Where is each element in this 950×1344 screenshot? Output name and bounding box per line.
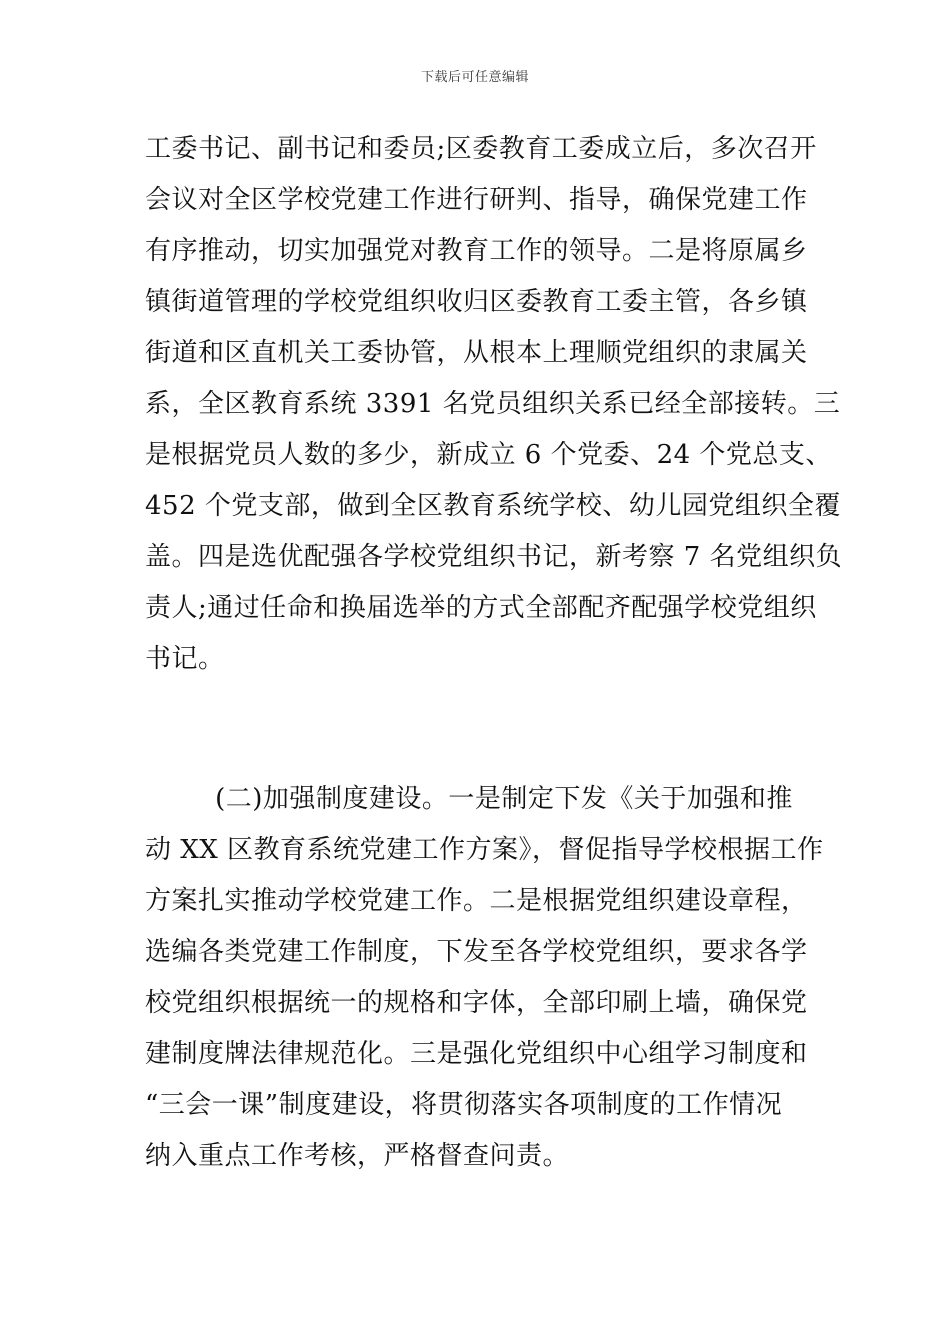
text-line: 动 XX 区教育系统党建工作方案》，督促指导学校根据工作	[145, 835, 824, 865]
text-line: (二)加强制度建设。一是制定下发《关于加强和推	[145, 784, 793, 814]
text-line: 选编各类党建工作制度，下发至各学校党组织，要求各学	[145, 937, 808, 967]
text-line: 是根据党员人数的多少，新成立 6 个党委、24 个党总支、	[145, 440, 832, 470]
text-line: 书记。	[145, 644, 225, 674]
text-line: 盖。四是选优配强各学校党组织书记，新考察 7 名党组织负	[145, 542, 843, 572]
text-line: 责人;通过任命和换届选举的方式全部配齐配强学校党组织	[145, 593, 817, 623]
text-line: 会议对全区学校党建工作进行研判、指导，确保党建工作	[145, 185, 808, 215]
text-line: 建制度牌法律规范化。三是强化党组织中心组学习制度和	[145, 1039, 808, 1069]
text-line: 工委书记、副书记和委员;区委教育工委成立后，多次召开	[145, 134, 817, 164]
text-line: 街道和区直机关工委协管，从根本上理顺党组织的隶属关	[145, 338, 808, 368]
text-line: 452 个党支部，做到全区教育系统学校、幼儿园党组织全覆	[145, 491, 841, 521]
text-line: 镇街道管理的学校党组织收归区委教育工委主管，各乡镇	[145, 287, 808, 317]
text-line: 方案扎实推动学校党建工作。二是根据党组织建设章程，	[145, 886, 808, 916]
text-line: “三会一课”制度建设，将贯彻落实各项制度的工作情况	[145, 1090, 783, 1120]
paragraph-2	[145, 774, 845, 1182]
text-line: 系，全区教育系统 3391 名党员组织关系已经全部接转。三	[145, 389, 841, 419]
text-line: 纳入重点工作考核，严格督查问责。	[145, 1141, 570, 1171]
text-line: 校党组织根据统一的规格和字体，全部印刷上墙，确保党	[145, 988, 808, 1018]
text-line: 有序推动，切实加强党对教育工作的领导。二是将原属乡	[145, 236, 808, 266]
page-header: 下载后可任意编辑	[420, 70, 529, 85]
paragraph-1	[145, 124, 845, 685]
